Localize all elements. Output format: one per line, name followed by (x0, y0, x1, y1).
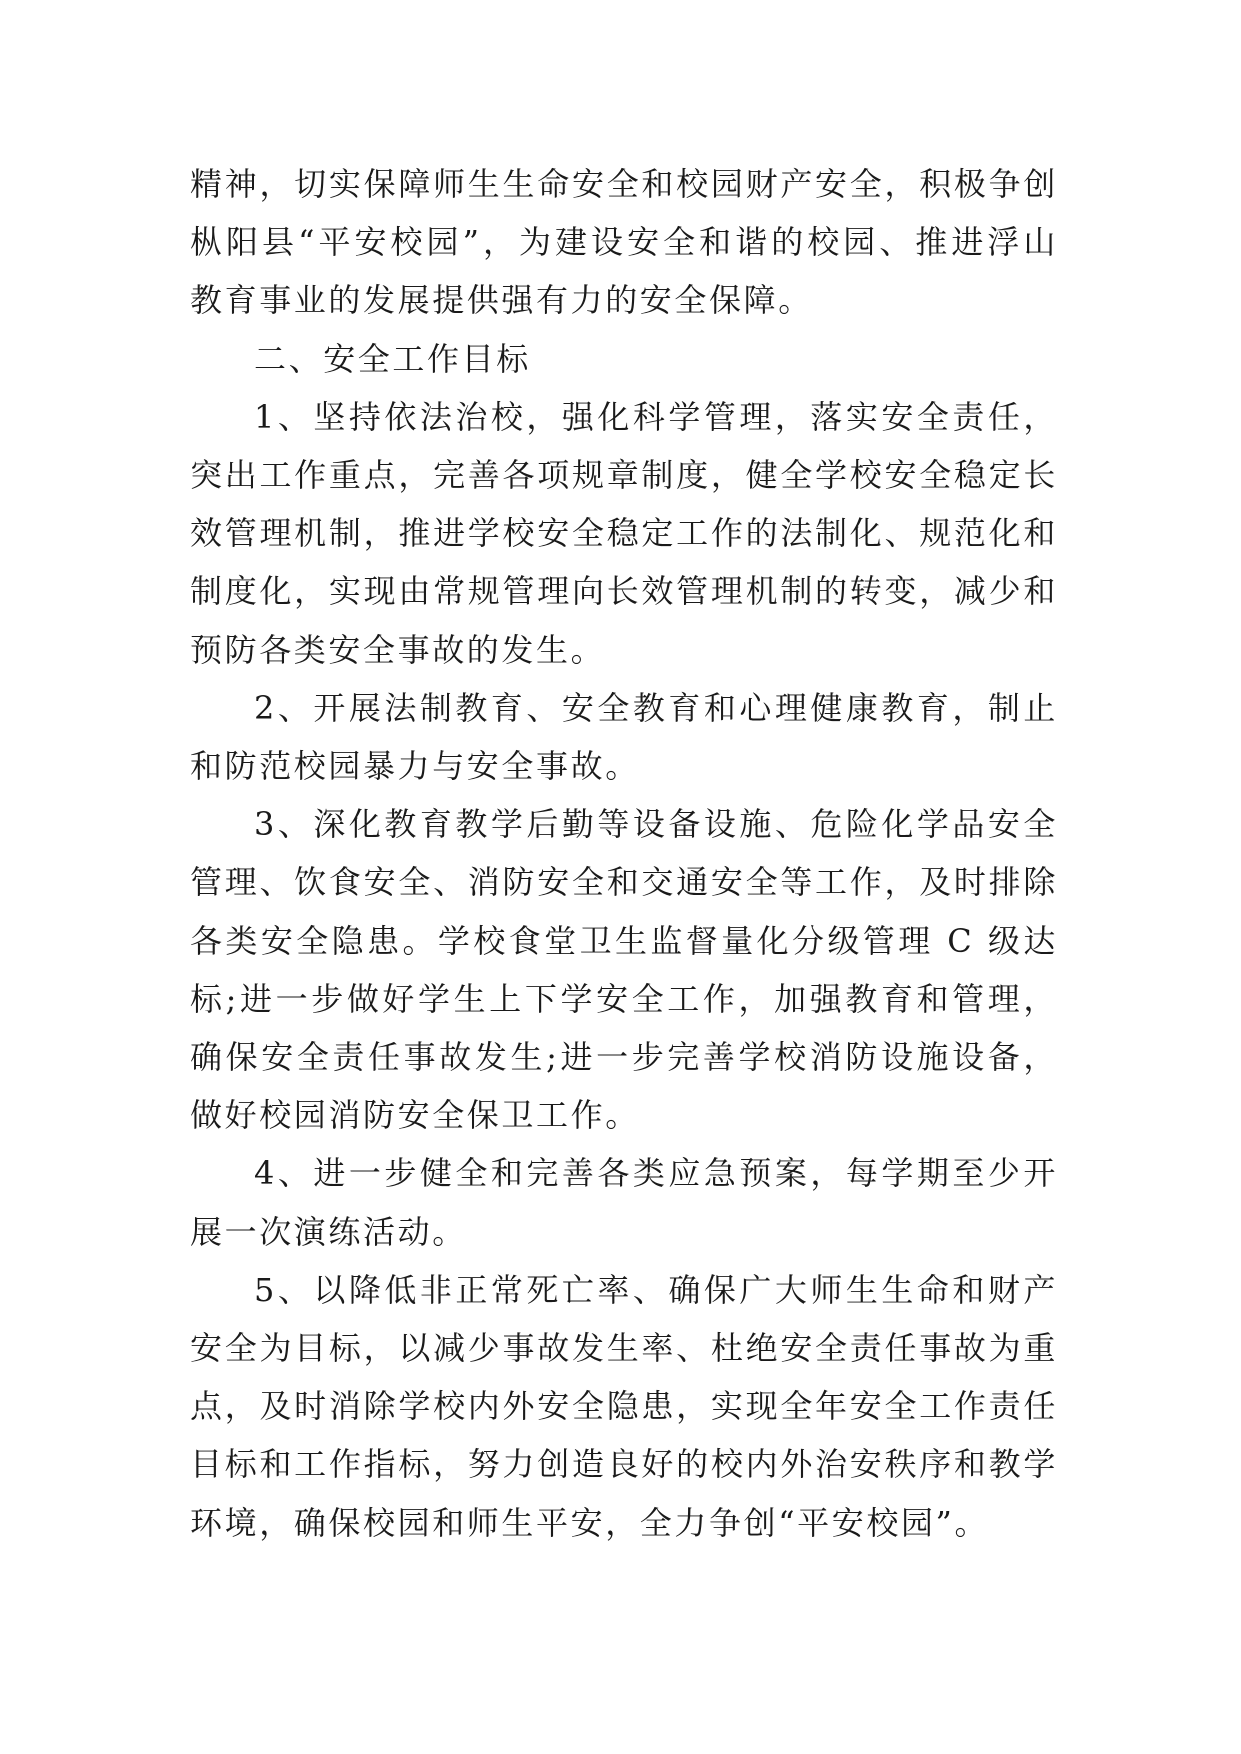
document-body (190, 155, 1058, 1552)
goal-item-4: 4、进一步健全和完善各类应急预案，每学期至少开展一次演练活动。 (190, 1154, 1058, 1251)
section-heading-safety-goals: 二、安全工作目标 (254, 339, 531, 378)
goal-item-1: 1、坚持依法治校，强化科学管理，落实安全责任，突出工作重点，完善各项规章制度，健全学校安全稳定长效管理机制，推进学校安全稳定工作的法制化、规范化和制度化，实现由常规管理向长效管理机制的转变，减少和预防各类安全事故的发生。 (190, 397, 1058, 669)
goal-item-5: 5、以降低非正常死亡率、确保广大师生生命和财产安全为目标，以减少事故发生率、杜绝安全责任事故为重点，及时消除学校内外安全隐患，实现全年安全工作责任目标和工作指标，努力创造良好的校内外治安秩序和教学环境，确保校园和师生平安，全力争创“平安校园”。 (190, 1270, 1058, 1542)
paragraph-intro-continuation: 精神，切实保障师生生命安全和校园财产安全，积极争创枞阳县“平安校园”，为建设安全和谐的校园、推进浮山教育事业的发展提供强有力的安全保障。 (190, 165, 1058, 320)
goal-item-2: 2、开展法制教育、安全教育和心理健康教育，制止和防范校园暴力与安全事故。 (190, 688, 1058, 786)
goal-item-3: 3、深化教育教学后勤等设备设施、危险化学品安全管理、饮食安全、消防安全和交通安全等工作，及时排除各类安全隐患。学校食堂卫生监督量化分级管理 C 级达标;进一步做好学生上下学安全工作，加强教育和管理，确保安全责任事故发生;进一步完善学校消防设施设备，做好校园消防安全保卫工作。 (190, 805, 1058, 1135)
